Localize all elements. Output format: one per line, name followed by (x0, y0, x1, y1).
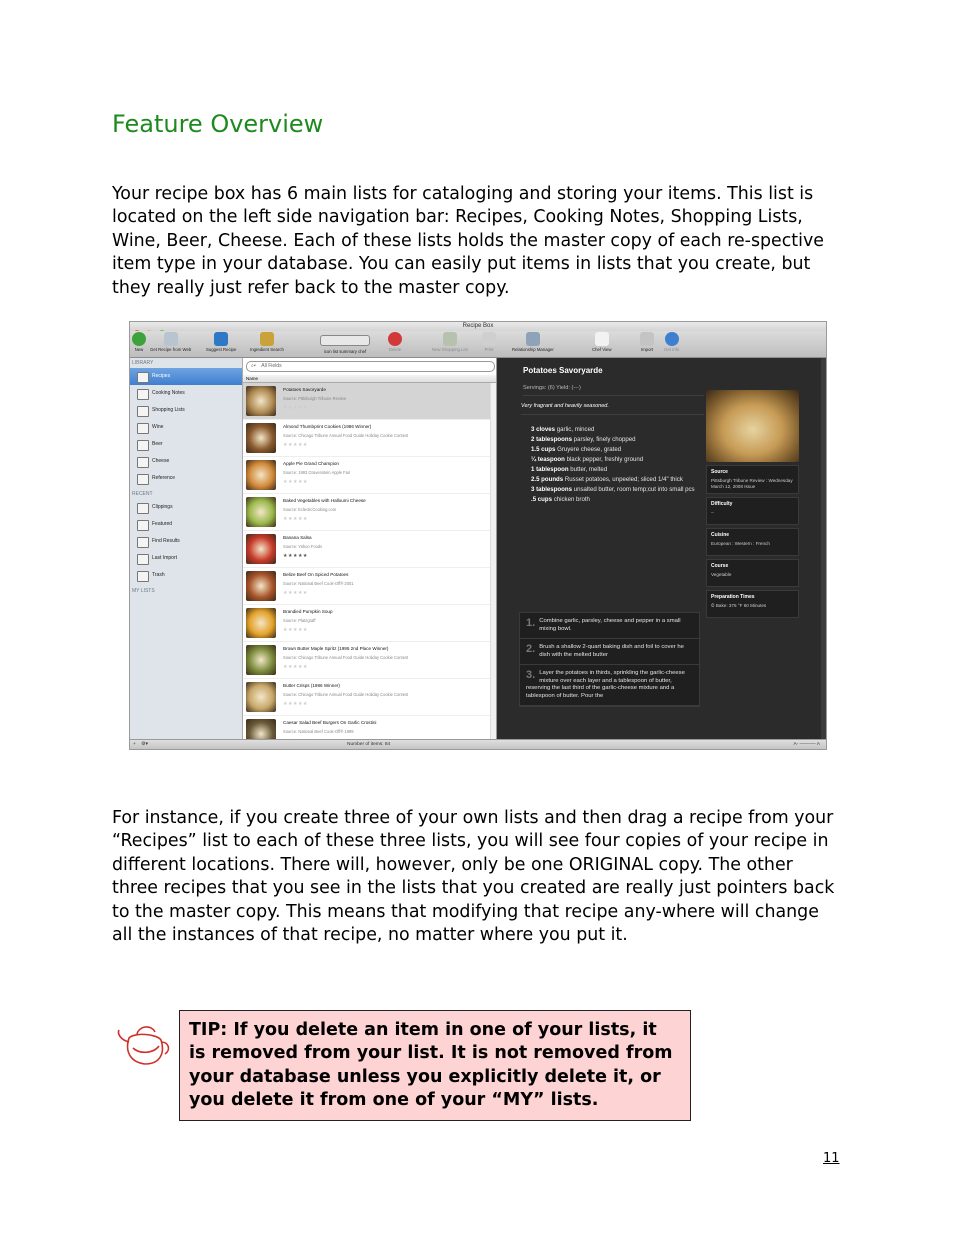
recipe-meta-box (706, 465, 799, 494)
recipe-photo (706, 390, 799, 462)
toolbar-button[interactable] (206, 332, 236, 352)
library-section-label: LIBRARY (132, 360, 154, 366)
ingredient-name: garlic, minced (555, 426, 595, 433)
sidebar (130, 358, 243, 739)
toolbar-button-label: Chef View (592, 347, 612, 352)
meta-value: -- (711, 510, 715, 515)
list-icon (137, 571, 149, 582)
rating-stars[interactable]: ★★★★★ (283, 627, 308, 633)
toolbar-button-label: icon list summary chef (323, 349, 367, 354)
list-icon (137, 457, 149, 468)
toolbar-button-label: Delete (388, 347, 402, 352)
recipe-thumbnail (246, 608, 276, 638)
recipe-description: Very fragrant and heavily seasoned. (521, 403, 704, 415)
recipe-row[interactable] (243, 679, 496, 716)
meta-label: Cuisine (711, 532, 730, 538)
list-icon (137, 537, 149, 548)
ingredient-name: Gruyere cheese, grated (555, 446, 622, 453)
app-screenshot (129, 321, 827, 750)
recipe-source: Source: Platzgraff (283, 618, 316, 623)
recipe-row[interactable] (243, 457, 496, 494)
list-icon (137, 406, 149, 417)
recipe-source: Source: EclecticCooking.com (283, 507, 337, 512)
sidebar-item-label: Cheese (152, 458, 170, 464)
recipe-source: Source: National Beef Cook-Off® 1999 (283, 729, 354, 734)
ingredient-item (531, 465, 704, 475)
teapot-icon (115, 1020, 173, 1070)
recipe-source: Source: National Beef Cook-Off® 2001 (283, 581, 354, 586)
toolbar-button[interactable] (640, 332, 654, 352)
sidebar-item[interactable] (130, 499, 242, 516)
view-mode-icon (320, 335, 370, 346)
toolbar-button[interactable] (592, 332, 612, 352)
detail-scrollbar[interactable] (821, 358, 826, 739)
ingredient-quantity: 3 cloves (531, 426, 556, 433)
recipe-thumbnail (246, 645, 276, 675)
sidebar-item[interactable] (130, 516, 242, 533)
toolbar-button[interactable] (132, 332, 146, 352)
toolbar-button[interactable] (150, 332, 191, 352)
recipe-title: Belize Beef On Spiced Potatoes (283, 572, 349, 577)
sidebar-item[interactable] (130, 419, 242, 436)
ingredient-item (531, 455, 704, 465)
shopping-icon (443, 332, 457, 346)
sidebar-item-label: Beer (152, 441, 163, 447)
recipe-row[interactable] (243, 568, 496, 605)
list-icon (137, 440, 149, 451)
ingredient-list (531, 425, 704, 505)
action-menu-icon[interactable]: ⚙▾ (141, 742, 148, 747)
rating-stars[interactable]: ★★★★★ (283, 590, 308, 596)
ingredient-name: black pepper, freshly ground (564, 456, 644, 463)
sidebar-item[interactable] (130, 368, 242, 385)
toolbar-button[interactable] (664, 332, 679, 352)
recipe-meta-box (706, 497, 799, 525)
sidebar-item-label: Recipes (152, 373, 171, 379)
toolbar-button[interactable] (512, 332, 554, 352)
sidebar-item[interactable] (130, 402, 242, 419)
recipe-title: Brandied Pumpkin Soup (283, 609, 333, 614)
ingredient-item (531, 445, 704, 455)
recipe-list-pane (243, 358, 497, 739)
recipe-thumbnail (246, 423, 276, 453)
ingredient-item (531, 495, 704, 505)
ingredient-quantity: 1 tablespoon (531, 466, 569, 473)
recipe-source: Source: Chicago Tribune Annual Food Guide Holiday Cookie Contest (283, 692, 409, 697)
toolbar-button[interactable] (482, 332, 496, 352)
status-bar (130, 739, 826, 750)
toolbar-button-label: Relationship Manager (512, 347, 554, 352)
name-column-header[interactable]: Name (243, 375, 496, 383)
web-icon (164, 332, 178, 346)
step-number: 2. (526, 643, 536, 655)
recipe-meta-box (706, 528, 799, 556)
recipe-title: Butter Crisps (1986 Winner) (283, 683, 340, 688)
item-count: Number of items: 84 (347, 742, 391, 747)
chef-hat-icon (595, 332, 609, 346)
rating-stars[interactable]: ★★★★★ (283, 479, 308, 485)
toolbar-button-label: Get Recipe from Web (150, 347, 192, 352)
ingredient-name: Russet potatoes, unpeeled; sliced 1/4" thick (563, 476, 683, 483)
rating-stars[interactable]: ★★★★★ (283, 516, 308, 522)
step-number: 1. (526, 617, 536, 629)
sidebar-item-label: Reference (152, 475, 176, 481)
rating-stars[interactable]: ★★★★★ (283, 701, 308, 707)
recipe-thumbnail (246, 534, 276, 564)
recipe-title: Caesar Salad Beef Burgers On Garlic Crostini (283, 720, 377, 725)
direction-step (520, 613, 699, 639)
recipe-title: Brown Butter Maple Spritz (1995 2nd Place Winner) (283, 646, 389, 651)
direction-step (520, 639, 699, 665)
meta-label: Preparation Times (711, 594, 755, 600)
ingredient-item (531, 425, 704, 435)
recipe-row[interactable] (243, 420, 496, 457)
page-number: 11 (823, 1151, 840, 1166)
step-text: Layer the potatoes in thirds, sprinkling the garlic-cheese mixture over each layer and a tablespoon of butter, reserving the last third of the garlic-cheese mixture and a tablespoon of butter. Pour the (526, 670, 685, 699)
recipe-thumbnail (246, 497, 276, 527)
search-placeholder: All Fields (261, 363, 282, 369)
meta-label: Source (711, 469, 728, 475)
list-icon (137, 520, 149, 531)
sidebar-item[interactable] (130, 533, 242, 550)
recipe-source: Source: Chicago Tribune Annual Food Guide Holiday Cookie Contest (283, 655, 409, 660)
list-icon (137, 503, 149, 514)
tip-box (179, 1010, 691, 1121)
ingredient-name: chicken broth (552, 496, 590, 503)
toolbar-button[interactable] (320, 332, 370, 354)
sidebar-item[interactable] (130, 470, 242, 487)
toolbar-button-label: Import (640, 347, 654, 352)
list-icon (137, 554, 149, 565)
recipe-row[interactable] (243, 383, 496, 420)
jar-icon (260, 332, 274, 346)
recipe-source: Source: Pittsburgh Tribune Review (283, 396, 347, 401)
ingredient-name: parsley, finely chopped (571, 436, 636, 443)
recipe-title: Almond Thumbprint Cookies (1986 Winner) (283, 424, 372, 429)
meta-value: European : Western : French (711, 541, 770, 546)
list-icon (137, 372, 149, 383)
add-list-button[interactable]: + (133, 742, 136, 747)
recipe-row[interactable] (243, 494, 496, 531)
import-icon (640, 332, 654, 346)
ingredient-quantity: .5 cups (531, 496, 552, 503)
toolbar (130, 331, 826, 358)
recipe-title: Banana Salsa (283, 535, 312, 540)
step-number: 3. (526, 669, 536, 681)
plus-icon (132, 332, 146, 346)
toolbar-button[interactable] (250, 332, 284, 352)
relationship-icon (526, 332, 540, 346)
ingredient-quantity: 3 tablespoons (531, 486, 572, 493)
sidebar-item[interactable] (130, 567, 242, 584)
recipe-detail-pane (497, 358, 826, 739)
recipe-source: Source: Chicago Tribune Annual Food Guide Holiday Cookie Contest (283, 433, 409, 438)
zoom-slider[interactable]: A‑ ——◦— A (793, 742, 820, 747)
recipe-meta-box (706, 590, 799, 618)
meta-value: ⏲ Bake: 375 °F 60 Minutes (711, 603, 767, 608)
ingredient-item (531, 475, 704, 485)
step-text: Brush a shallow 2-quart baking dish and foil to cover he dish with the melted butter (539, 644, 684, 658)
recipe-source: Source: 1993 Gravenstein Apple Fair (283, 470, 351, 475)
recipe-title: Baked Vegetables with Halloumi Cheese (283, 498, 366, 503)
window-titlebar (130, 322, 826, 331)
recipe-row[interactable] (243, 642, 496, 679)
meta-label: Course (711, 563, 729, 569)
sidebar-item-label: Last Import (152, 555, 178, 561)
search-field[interactable] (246, 361, 495, 372)
tip-text: TIP: If you delete an item in one of your lists, it is removed from your list. It is not removed from your database unless you explicitly delete it, or you delete it from one of your “MY” lists. (189, 1020, 673, 1111)
toolbar-button-label: New (134, 347, 144, 352)
example-paragraph: For instance, if you create three of your own lists and then drag a recipe from your “Recipes” list to each of these three lists, you will see four copies of your recipe in different locations. There will, however, only be one ORIGINAL copy. The other three recipes that you see in the lists that you created are really just pointers back to the master copy. This means that modifying that recipe any-where will change all the instances of that recipe, no matter where you put it. (112, 808, 835, 946)
toolbar-button-label: New Shopping List (432, 347, 468, 352)
toolbar-button-label: Print (484, 347, 494, 352)
ingredient-item (531, 485, 704, 495)
ingredient-quantity: 2.5 pounds (531, 476, 564, 483)
direction-step (520, 665, 699, 706)
window-title: Recipe Box (462, 323, 494, 329)
sidebar-item-label: Cooking Notes (152, 390, 185, 396)
rating-stars[interactable]: ★★★★★ (283, 553, 308, 559)
recipe-meta-box (706, 559, 799, 587)
list-icon (137, 389, 149, 400)
list-scrollbar[interactable] (490, 383, 496, 739)
toolbar-button-label: Ingredient Search (250, 347, 284, 352)
recipe-title: Potatoes Savoryarde (523, 366, 603, 375)
ingredient-quantity: 2 tablespoons (531, 436, 572, 443)
sidebar-item-label: Wine (152, 424, 164, 430)
sidebar-item-label: Trash (152, 572, 165, 578)
rating-stars[interactable]: ★★★★★ (283, 442, 308, 448)
delete-icon (388, 332, 402, 346)
rating-stars[interactable]: ★★★★★ (283, 405, 308, 411)
toolbar-button[interactable] (388, 332, 402, 352)
print-icon (482, 332, 496, 346)
recipe-thumbnail (246, 571, 276, 601)
sidebar-item-label: Shopping Lists (152, 407, 185, 413)
recipe-source: Source: Yahoo Foods (283, 544, 323, 549)
ingredient-item (531, 435, 704, 445)
directions-list (519, 612, 700, 707)
ingredient-name: unsalted butter, room temp;cut into small pcs (571, 486, 695, 493)
sidebar-item[interactable] (130, 436, 242, 453)
meta-label: Difficulty (711, 501, 733, 507)
my-lists-section-label: MY LISTS (132, 588, 155, 594)
recipe-title: Apple Pie Grand Champion (283, 461, 339, 466)
recipe-thumbnail (246, 386, 276, 416)
sidebar-item-label: Featured (152, 521, 173, 527)
recent-section-label: RECENT (132, 491, 153, 497)
intro-paragraph: Your recipe box has 6 main lists for cataloging and storing your items. This list is located on the left side navigation bar: Recipes, Cooking Notes, Shopping Lists, Wine, Beer, Cheese. Each of these lists holds the master copy of each re-spective item type in your database. You can easily put items in lists that you create, but they really just refer back to the master copy. (112, 184, 824, 298)
meta-value: Vegetable (711, 572, 732, 577)
meta-value: Pittsburgh Tribune Review : Wednesday March 12, 2008 Issue (711, 478, 793, 489)
recipe-title: Potatoes Savoryarde (283, 387, 326, 392)
recipe-row[interactable] (243, 531, 496, 568)
sidebar-item-label: Clippings (152, 504, 173, 510)
step-text: Combine garlic, parsley, cheese and pepper in a small mixing bowl. (539, 618, 681, 632)
rating-stars[interactable]: ★★★★★ (283, 664, 308, 670)
search-icon: ⌕▾ (251, 363, 256, 369)
servings-yield: Servings: (6) Yield: (---) (523, 385, 704, 396)
ingredient-quantity: ¼ teaspoon (531, 456, 565, 463)
ingredient-name: butter, melted (568, 466, 608, 473)
sidebar-item[interactable] (130, 453, 242, 470)
info-icon (665, 332, 679, 346)
sidebar-item[interactable] (130, 550, 242, 567)
recipe-thumbnail (246, 682, 276, 712)
toolbar-button-label: Suggest Recipe (206, 347, 237, 352)
list-icon (137, 423, 149, 434)
list-icon (137, 474, 149, 485)
toolbar-button[interactable] (432, 332, 468, 352)
toolbar-button-label: Get Info (664, 347, 680, 352)
fork-knife-icon (214, 332, 228, 346)
section-heading: Feature Overview (112, 110, 324, 138)
recipe-row[interactable] (243, 605, 496, 642)
sidebar-item[interactable] (130, 385, 242, 402)
ingredient-quantity: 1.5 cups (531, 446, 556, 453)
recipe-thumbnail (246, 460, 276, 490)
sidebar-item-label: Find Results (152, 538, 180, 544)
